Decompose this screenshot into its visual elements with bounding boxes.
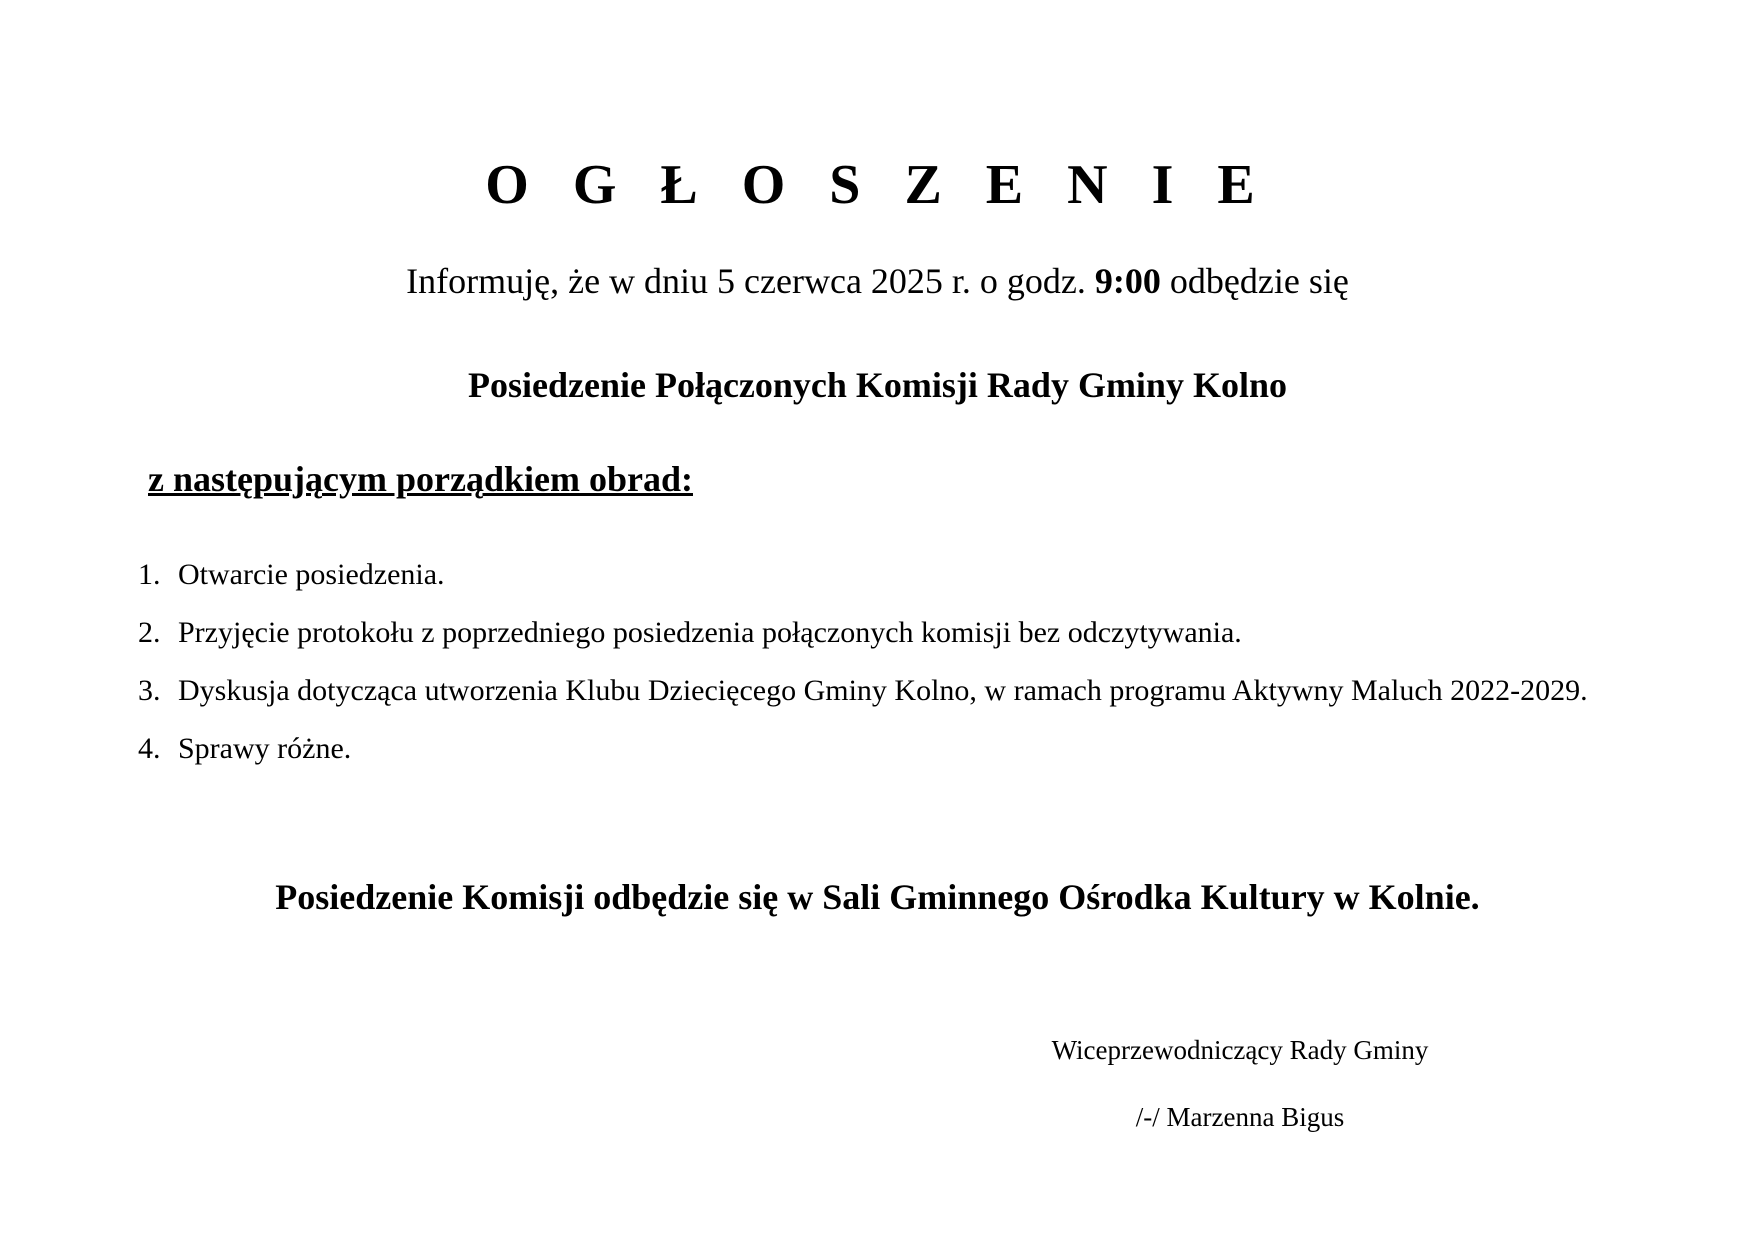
signature-role: Wiceprzewodniczący Rady Gminy [1051, 1035, 1429, 1065]
agenda-item [138, 720, 1618, 778]
agenda-heading: z następującym porządkiem obrad: [148, 459, 693, 499]
meeting-subtitle: Posiedzenie Połączonych Komisji Rady Gminy Kolno [468, 365, 1287, 405]
signature-name: /-/ Marzenna Bigus [1135, 1102, 1345, 1132]
meeting-time: 9:00 [1094, 261, 1161, 301]
agenda-item [138, 604, 1618, 662]
document-title: O G Ł O S Z E N I E [485, 154, 1270, 216]
agenda-list [138, 546, 1618, 778]
agenda-item-text: Otwarcie posiedzenia. [178, 558, 445, 591]
agenda-item-number: 4. [138, 732, 161, 765]
agenda-item-number: 2. [138, 616, 161, 649]
agenda-item-number: 1. [138, 558, 161, 591]
agenda-item-text: Dyskusja dotycząca utworzenia Klubu Dziecięcego Gminy Kolno, w ramach programu Aktywny Maluch 2022-2029. [178, 674, 1588, 707]
intro-text-before: Informuję, że w dniu 5 czerwca 2025 r. o godz. [406, 261, 1095, 301]
agenda-item-number: 3. [138, 674, 161, 707]
agenda-item [138, 662, 1618, 720]
intro-text-after: odbędzie się [1160, 261, 1349, 301]
agenda-item-text: Przyjęcie protokołu z poprzedniego posiedzenia połączonych komisji bez odczytywania. [178, 616, 1242, 649]
intro-paragraph [0, 256, 1755, 306]
signature-block [1030, 1030, 1450, 1137]
meeting-location: Posiedzenie Komisji odbędzie się w Sali Gminnego Ośrodka Kultury w Kolnie. [275, 877, 1480, 917]
agenda-item-text: Sprawy różne. [178, 732, 352, 765]
agenda-item [138, 546, 1618, 604]
